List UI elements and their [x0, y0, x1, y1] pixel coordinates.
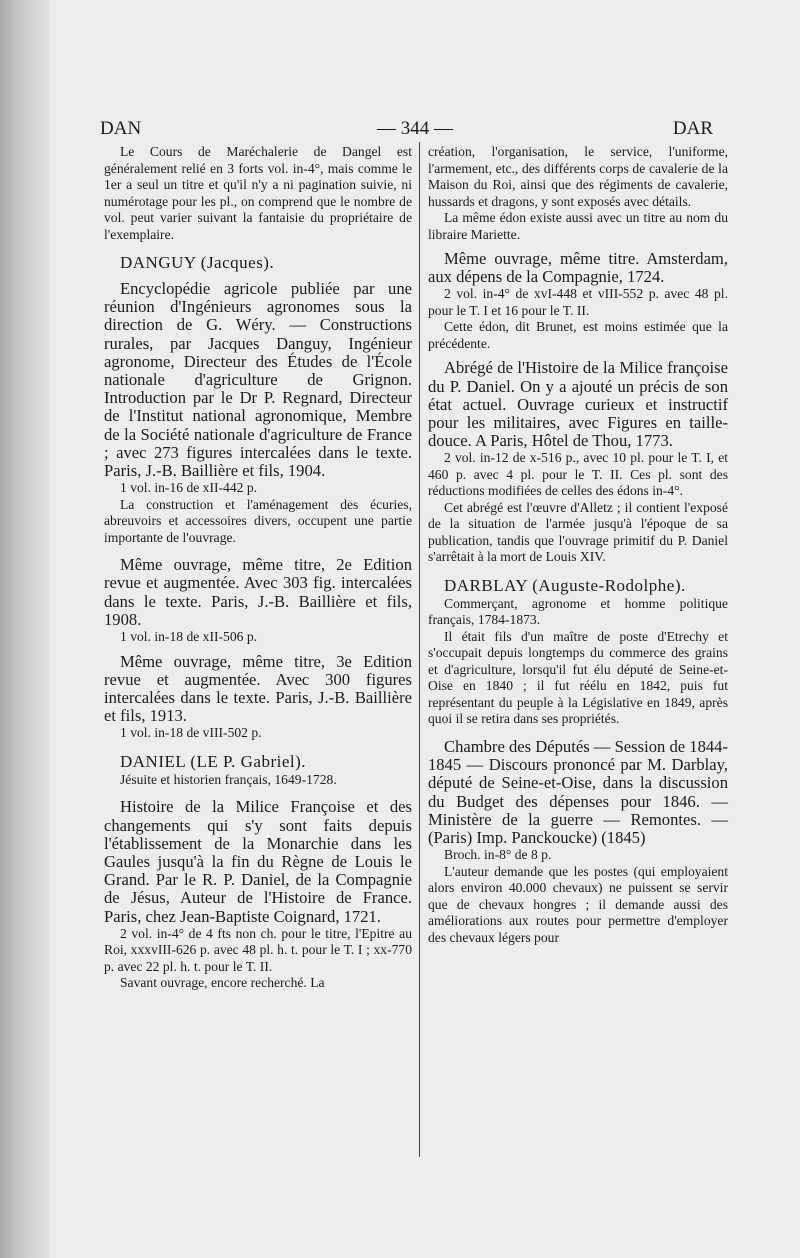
note: Savant ouvrage, encore recherché. La — [120, 975, 325, 991]
paragraph: Le Cours de Maréchalerie de Dangel est généralement relié en 3 forts vol. in-4°, mais comme le 1er a seul un titre et qu'il n'y a ni pagination suivie, ni numérotage pour les pl., on comprend que le nombre de vol. peut varier suivant la fantaisie du propriétaire de l'exemplaire. — [104, 144, 412, 242]
collation: 2 vol. in-4° de 4 fts non ch. pour le titre, l'Epitre au Roi, xxxvIII-626 p. avec 48 pl. h. t. pour le T. I ; xx-770 p. avec 22 pl. h. t. pour le T. II. — [104, 925, 412, 974]
collation: 1 vol. in-16 de xII-442 p. — [120, 480, 258, 496]
note: Cette édon, dit Brunet, est moins estimée que la précédente. — [428, 319, 728, 351]
collation: 1 vol. in-18 de vIII-502 p. — [120, 725, 262, 741]
left-column — [104, 144, 412, 992]
note: La construction et l'aménagement des écuries, abreuvoirs et accessoires divers, occupent une partie importante de l'ouvrage. — [104, 496, 412, 545]
collation: 1 vol. in-18 de xII-506 p. — [120, 629, 258, 645]
note: L'auteur demande que les postes (qui employaient alors environ 40.000 chevaux) ne puissent se servir que de chevaux hongres ; il demande aussi des améliorations aux routes pour permettre d'employer des chevaux légers pour — [428, 863, 728, 945]
right-column — [428, 144, 728, 946]
note: La même édon existe aussi avec un titre au nom du libraire Mariette. — [428, 210, 728, 242]
collation: 2 vol. in-12 de x-516 p., avec 10 pl. pour le T. I, et 460 p. avec 4 pl. pour le T. II. Ces pl. sont des réductions modifiées de celles des édons in-4°. — [428, 450, 728, 499]
book-title: Chambre des Députés — Session de 1844-1845 — Discours prononcé par M. Darblay, député de Seine-et-Oise, dans la discussion du Budget des dépenses pour 1846. — Ministère de la guerre — Remontes. — (Paris) Imp. Panckoucke) (1845) — [428, 736, 728, 847]
book-title: Même ouvrage, même titre, 2e Edition revue et augmentée. Avec 303 fig. intercalées dans le texte. Paris, J.-B. Baillière et fils, 1908. — [104, 555, 412, 629]
note: Cet abrégé est l'œuvre d'Alletz ; il contient l'exposé de la situation de l'armée jusqu'à l'époque de sa publication, tandis que l'ouvrage primitif du P. Daniel s'arrêtait à la mort de Louis XIV. — [428, 499, 728, 565]
entry-heading: DANGUY (Jacques). — [120, 253, 275, 272]
book-title: Encyclopédie agricole publiée par une réunion d'Ingénieurs agronomes sous la direction de G. Wéry. — Constructions rurales, par Jacques Danguy, Ingénieur agronome, Directeur des Études de l'École nationale d'agriculture de Grignon. Introduction par le Dr P. Regnard, Directeur de l'Institut national agronomique, Membre de la Société nationale d'agriculture de France ; avec 273 figures intercalées dans le texte. Paris, J.-B. Baillière et fils, 1904. — [104, 279, 412, 481]
book-title: Même ouvrage, même titre, 3e Edition revue et augmentée. Avec 300 figures intercalées dans le texte. Paris, J.-B. Baillière et fils, 1913. — [104, 651, 412, 726]
running-head-left: DAN — [100, 118, 142, 139]
book-title: Abrégé de l'Histoire de la Milice françoise du P. Daniel. On y a ajouté un précis de son état actuel. Ouvrage curieux et instructif pour les militaires, avec Figures en taille-douce. A Paris, Hôtel de Thou, 1773. — [428, 358, 728, 451]
note: création, l'organisation, le service, l'uniforme, l'armement, etc., des différents corps de cavalerie de la Maison du Roi, ainsi que des régiments de cavalerie, hussards et dragons, y sont exposés avec détails. — [428, 144, 728, 209]
page-number: — 344 — — [377, 118, 453, 139]
running-head-right: DAR — [672, 118, 713, 139]
collation: 2 vol. in-4° de xvI-448 et vIII-552 p. avec 48 pl. pour le T. I et 16 pour le T. II. — [428, 286, 728, 318]
column-divider — [419, 142, 420, 1157]
biography: Commerçant, agronome et homme politique français, 1784-1873. — [428, 595, 728, 628]
note: Il était fils d'un maître de poste d'Etrechy et s'occupait depuis longtemps du commerce des grains et d'agriculture, lorsqu'il fut élu député de Seine-et-Oise en 1840 ; il fut réélu en 1842, puis fut représentant du peuple à la Législative en 1849, après quoi il se retira dans ses propriétés. — [428, 628, 728, 727]
entry-heading: DANIEL (LE P. Gabriel). — [120, 751, 307, 771]
book-title: Histoire de la Milice Françoise et des changements qui s'y sont faits depuis l'établissement de la Monarchie dans les Gaules jusqu'à la fin du Règne de Louis le Grand. Par le R. P. Daniel, de la Compagnie de Jésus, Auteur de l'Histoire de France. Paris, chez Jean-Baptiste Coignard, 1721. — [104, 797, 412, 926]
page-gutter — [0, 0, 50, 1258]
collation: Broch. in-8° de 8 p. — [444, 847, 552, 863]
biography: Jésuite et historien français, 1649-1728. — [120, 771, 337, 787]
entry-heading: DARBLAY (Auguste-Rodolphe). — [444, 575, 686, 595]
book-title: Même ouvrage, même titre. Amsterdam, aux dépens de la Compagnie, 1724. — [428, 249, 728, 287]
